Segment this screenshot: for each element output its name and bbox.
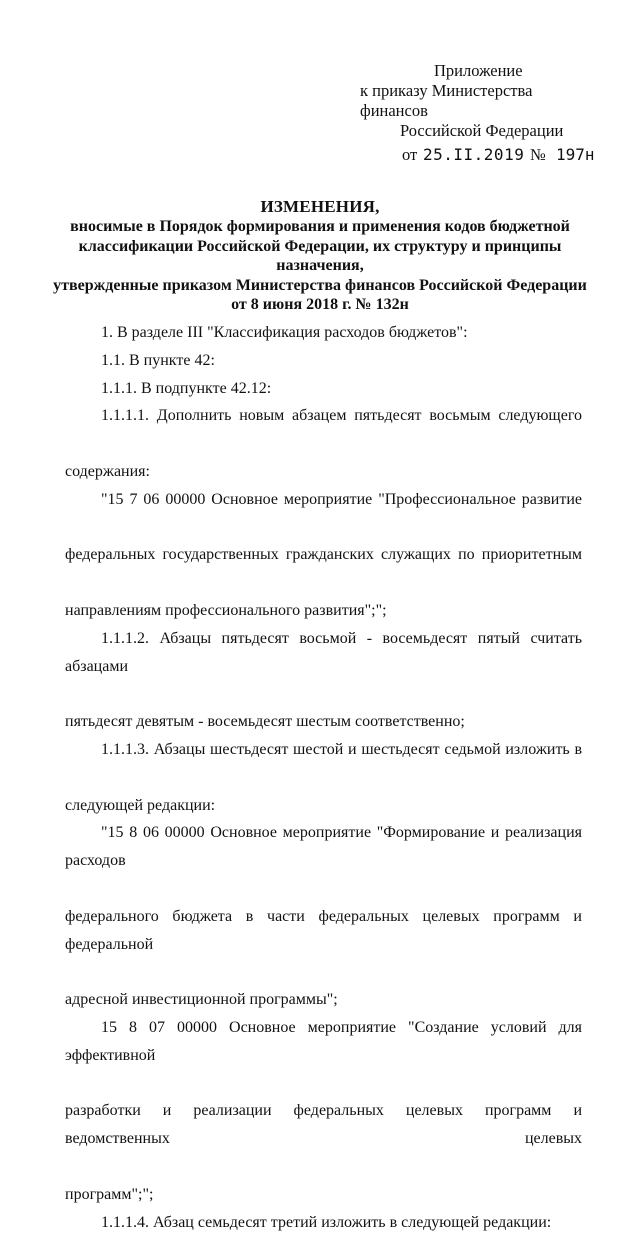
appendix-header	[330, 61, 590, 171]
appendix-label: Приложение	[330, 61, 590, 81]
order-date: 25.II.2019	[423, 145, 524, 165]
subtitle-line: утвержденные приказом Министерства финансов Российской Федерации	[50, 276, 590, 296]
number-prefix: №	[530, 145, 546, 165]
subtitle-line: классификации Российской Федерации, их структуру и принципы назначения,	[50, 237, 590, 276]
paragraph-1: 1. В разделе III "Классификация расходов бюджетов":	[65, 319, 582, 347]
appendix-order-reference: к приказу Министерства финансов	[330, 81, 590, 121]
paragraph-5-line-3: направлениям профессионального развития";";	[65, 597, 582, 625]
paragraph-8-line-2: федерального бюджета в части федеральных целевых программ и федеральной	[65, 903, 582, 986]
paragraph-7-line-1: 1.1.1.3. Абзацы шестьдесят шестой и шестьдесят седьмой изложить в	[65, 736, 582, 792]
paragraph-8-line-1: "15 8 06 00000 Основное мероприятие "Формирование и реализация расходов	[65, 819, 582, 902]
paragraph-4-line-1: 1.1.1.1. Дополнить новым абзацем пятьдесят восьмым следующего	[65, 402, 582, 458]
subtitle-line: вносимые в Порядок формирования и применения кодов бюджетной	[50, 217, 590, 237]
paragraph-2: 1.1. В пункте 42:	[65, 347, 582, 375]
paragraph-7-line-2: следующей редакции:	[65, 792, 582, 820]
paragraph-8-line-3: адресной инвестиционной программы";	[65, 986, 582, 1014]
subtitle-line: от 8 июня 2018 г. № 132н	[50, 295, 590, 315]
paragraph-6-line-2: пятьдесят девятым - восемьдесят шестым соответственно;	[65, 708, 582, 736]
date-prefix: от	[402, 145, 417, 165]
paragraph-10: 1.1.1.4. Абзац семьдесят третий изложить в следующей редакции:	[65, 1209, 582, 1236]
paragraph-4-line-2: содержания:	[65, 458, 582, 486]
document-body	[65, 319, 582, 1236]
appendix-country: Российской Федерации	[330, 121, 590, 141]
document-subtitle	[50, 217, 590, 315]
paragraph-9-line-3: программ";";	[65, 1181, 582, 1209]
paragraph-9-line-2: разработки и реализации федеральных целевых программ и ведомственных целевых	[65, 1097, 582, 1180]
order-number: 197н	[556, 145, 595, 165]
paragraph-5-line-1: "15 7 06 00000 Основное мероприятие "Профессиональное развитие	[65, 486, 582, 542]
paragraph-3: 1.1.1. В подпункте 42.12:	[65, 375, 582, 403]
paragraph-5-line-2: федеральных государственных гражданских служащих по приоритетным	[65, 541, 582, 597]
paragraph-9-line-1: 15 8 07 00000 Основное мероприятие "Создание условий для эффективной	[65, 1014, 582, 1097]
document-title: ИЗМЕНЕНИЯ,	[0, 197, 640, 217]
paragraph-6-line-1: 1.1.1.2. Абзацы пятьдесят восьмой - восемьдесят пятый считать абзацами	[65, 625, 582, 708]
appendix-date-number-line	[330, 145, 590, 171]
